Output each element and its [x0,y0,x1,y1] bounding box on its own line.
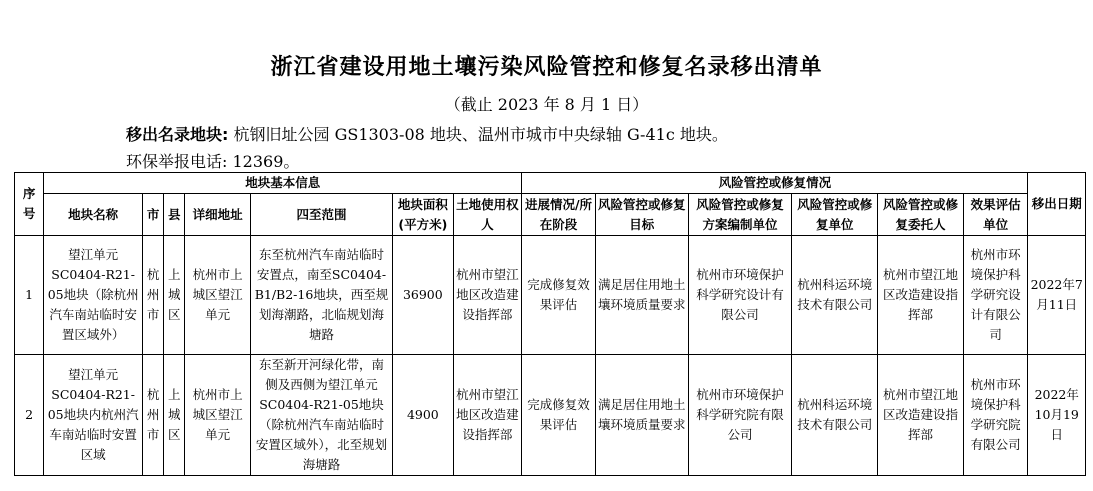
header-progress: 进展情况/所在阶段 [522,194,596,236]
table-row [15,355,1086,476]
header-basic-info: 地块基本信息 [44,173,522,194]
header-county: 县 [164,194,185,236]
removed-sites-text: 杭钢旧址公园 GS1303-08 地块、温州市城市中央绿轴 G-41c 地块。 [228,125,728,144]
header-eval-unit: 效果评估单位 [963,194,1028,236]
document-title: 浙江省建设用地土壤污染风险管控和修复名录移出清单 [270,55,823,80]
header-plan-unit: 风险管控或修复方案编制单位 [688,194,792,236]
cell-client: 杭州市望江地区改造建设指挥部 [878,236,964,355]
header-goal: 风险管控或修复目标 [595,194,688,236]
cell-remediation-unit: 杭州科运环境技术有限公司 [792,236,878,355]
removed-sites-line [126,122,728,145]
cell-progress: 完成修复效果评估 [522,355,596,476]
cell-eval-unit: 杭州市环境保护科学研究设计有限公司 [963,236,1028,355]
cell-county: 上城区 [164,236,185,355]
cell-progress: 完成修复效果评估 [522,236,596,355]
header-seq: 序号 [15,173,44,236]
cell-removal-date: 2022年10月19日 [1028,355,1086,476]
cell-plan-unit: 杭州市环境保护科学研究设计有限公司 [688,236,792,355]
removed-sites-label: 移出名录地块: [126,125,229,144]
cell-area: 36900 [393,236,454,355]
cell-client: 杭州市望江地区改造建设指挥部 [878,355,964,476]
cell-land-user: 杭州市望江地区改造建设指挥部 [453,355,522,476]
cell-boundary: 东至杭州汽车南站临时安置点，南至SC0404-B1/B2-16地块，西至规划海潮路，北临规划海塘路 [250,236,392,355]
cell-remediation-unit: 杭州科运环境技术有限公司 [792,355,878,476]
cell-city: 杭州市 [143,355,164,476]
cell-removal-date: 2022年7月11日 [1028,236,1086,355]
header-address: 详细地址 [185,194,251,236]
document-subtitle: （截止 2023 年 8 月 1 日） [444,95,649,114]
header-city: 市 [143,194,164,236]
removal-list-table [14,172,1086,476]
cell-address: 杭州市上城区望江单元 [185,236,251,355]
cell-area: 4900 [393,355,454,476]
table-row [15,236,1086,355]
cell-goal: 满足居住用地土壤环境质量要求 [595,236,688,355]
header-client: 风险管控或修复委托人 [878,194,964,236]
cell-city: 杭州市 [143,236,164,355]
header-land-user: 土地使用权人 [453,194,522,236]
header-remediation-unit: 风险管控或修复单位 [792,194,878,236]
cell-eval-unit: 杭州市环境保护科学研究院有限公司 [963,355,1028,476]
header-risk-info: 风险管控或修复情况 [522,173,1028,194]
header-boundary: 四至范围 [250,194,392,236]
cell-address: 杭州市上城区望江单元 [185,355,251,476]
hotline-text: 环保举报电话: 12369。 [126,152,300,171]
cell-county: 上城区 [164,355,185,476]
cell-site-name: 望江单元SC0404-R21-05地块内杭州汽车南站临时安置区域 [44,355,143,476]
cell-site-name: 望江单元SC0404-R21-05地块（除杭州汽车南站临时安置区域外） [44,236,143,355]
header-site-name: 地块名称 [44,194,143,236]
header-area: 地块面积(平方米) [393,194,454,236]
header-removal-date: 移出日期 [1028,173,1086,236]
cell-boundary: 东至新开河绿化带，南侧及西侧为望江单元SC0404-R21-05地块（除杭州汽车南站临时安置区域外），北至规划海塘路 [250,355,392,476]
cell-plan-unit: 杭州市环境保护科学研究院有限公司 [688,355,792,476]
cell-land-user: 杭州市望江地区改造建设指挥部 [453,236,522,355]
cell-seq: 1 [15,236,44,355]
cell-seq: 2 [15,355,44,476]
cell-goal: 满足居住用地土壤环境质量要求 [595,355,688,476]
